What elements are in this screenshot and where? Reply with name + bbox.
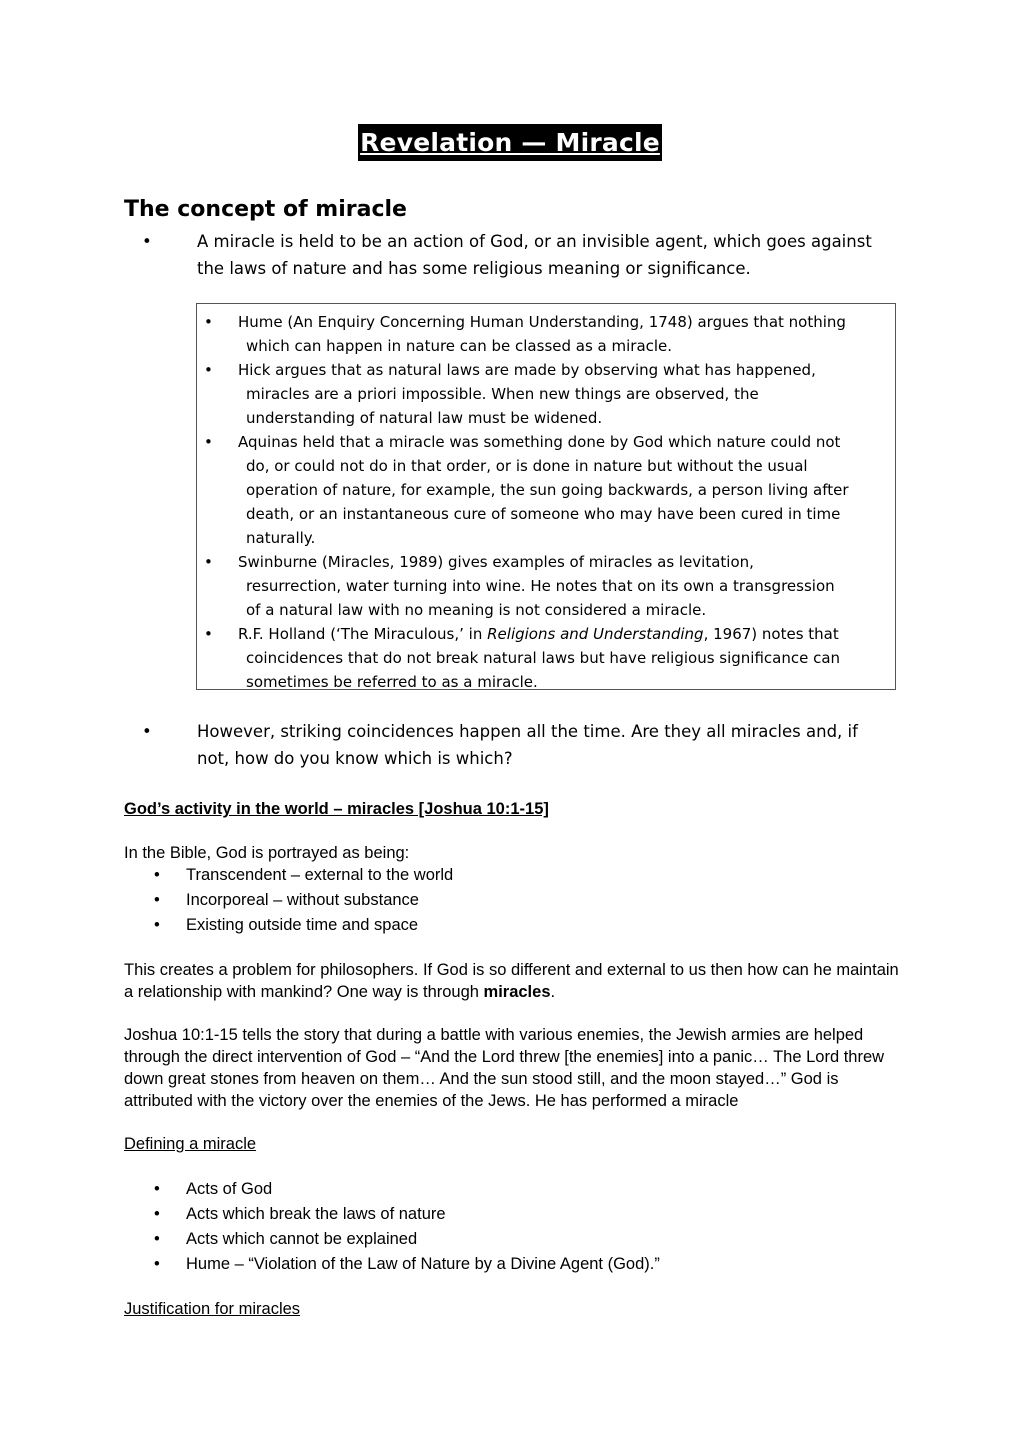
list-item — [124, 1227, 884, 1252]
bullet-icon: • — [142, 722, 152, 741]
problem-end: . — [550, 983, 556, 1001]
list-item-text: Incorporeal – without substance — [186, 891, 419, 909]
list-item-text: Existing outside time and space — [186, 916, 419, 934]
box-line: resurrection, water turning into wine. He notes that on its own a transgression — [246, 577, 835, 595]
bullet-icon: • — [154, 866, 160, 884]
bullet-icon: • — [154, 1180, 160, 1198]
bullet-icon: • — [204, 553, 213, 571]
bullet-icon: • — [204, 313, 213, 331]
box-line: which can happen in nature can be classed as a miracle. — [246, 337, 673, 355]
joshua-paragraph: Joshua 10:1-15 tells the story that during a battle with various enemies, the Jewish armies are helped through the direct intervention of God – “And the Lord threw [the enemies] into a panic… The Lord threw down great stones from heaven on them… And the sun stood still, and the moon stayed…” God is attributed with the victory over the enemies of the Jews. He has performed a miracle — [124, 1026, 885, 1110]
definitions-list — [124, 1177, 884, 1277]
bullet-icon: • — [204, 625, 213, 643]
problem-text: This creates a problem for philosophers. If God is so different and external to us then how can he maintain a relationship with mankind? One way is through — [124, 961, 899, 1001]
problem-paragraph — [124, 959, 904, 1003]
bullet-icon: • — [142, 232, 152, 251]
box-line: Hume (An Enquiry Concerning Human Understanding, 1748) argues that nothing — [238, 313, 846, 331]
section-heading: God’s activity in the world – miracles [Joshua 10:1-15] — [124, 800, 549, 818]
holland-post: , 1967) notes that — [703, 625, 839, 643]
concept-intro-text: A miracle is held to be an action of God, or an invisible agent, which goes against the laws of nature and has some religious meaning or significance. — [197, 232, 872, 278]
bullet-icon: • — [154, 1205, 160, 1223]
bullet-icon: • — [154, 916, 160, 934]
holland-pre: R.F. Holland (‘The Miraculous,’ in — [238, 625, 488, 643]
box-line: understanding of natural law must be widened. — [246, 409, 603, 427]
closing-line: not, how do you know which is which? — [197, 749, 513, 768]
box-line: operation of nature, for example, the sun going backwards, a person living after — [246, 481, 849, 499]
list-item — [124, 888, 884, 913]
bible-intro: In the Bible, God is portrayed as being: — [124, 844, 410, 862]
bullet-icon: • — [154, 891, 160, 909]
box-line: of a natural law with no meaning is not considered a miracle. — [246, 601, 707, 619]
attributes-list — [124, 863, 884, 938]
views-box — [196, 303, 896, 690]
list-item — [124, 1177, 884, 1202]
bullet-icon: • — [204, 433, 213, 451]
defining-heading: Defining a miracle — [124, 1135, 257, 1153]
list-item — [124, 863, 884, 888]
problem-bold: miracles — [483, 983, 551, 1001]
box-line: sometimes be referred to as a miracle. — [246, 673, 538, 691]
box-line: naturally. — [246, 529, 316, 547]
list-item — [124, 913, 884, 938]
bullet-icon: • — [204, 361, 213, 379]
list-item-text: Hume – “Violation of the Law of Nature by a Divine Agent (God).” — [186, 1255, 660, 1273]
closing-line: However, striking coincidences happen all the time. Are they all miracles and, if — [197, 722, 858, 741]
box-line: do, or could not do in that order, or is done in nature but without the usual — [246, 457, 808, 475]
bullet-icon: • — [154, 1230, 160, 1248]
list-item-text: Acts which break the laws of nature — [186, 1205, 446, 1223]
box-line-first — [238, 622, 888, 646]
bullet-icon: • — [154, 1255, 160, 1273]
holland-book-title: Religions and Understanding — [487, 625, 704, 643]
box-line: Swinburne (Miracles, 1989) gives examples of miracles as levitation, — [238, 553, 754, 571]
title-wrap — [0, 124, 1020, 161]
concept-heading: The concept of miracle — [124, 197, 407, 222]
page-title: Revelation — Miracle — [358, 124, 662, 161]
box-line: coincidences that do not break natural laws but have religious significance can — [246, 649, 841, 667]
justification-heading: Justification for miracles — [124, 1300, 301, 1318]
list-item-text: Acts of God — [186, 1180, 273, 1198]
list-item — [124, 1202, 884, 1227]
list-item — [124, 1252, 884, 1277]
box-line: Aquinas held that a miracle was something done by God which nature could not — [238, 433, 841, 451]
list-item-text: Transcendent – external to the world — [186, 866, 454, 884]
box-line: death, or an instantaneous cure of someone who may have been cured in time — [246, 505, 841, 523]
list-item-text: Acts which cannot be explained — [186, 1230, 418, 1248]
box-line: Hick argues that as natural laws are made by observing what has happened, — [238, 361, 816, 379]
box-line: miracles are a priori impossible. When new things are observed, the — [246, 385, 759, 403]
